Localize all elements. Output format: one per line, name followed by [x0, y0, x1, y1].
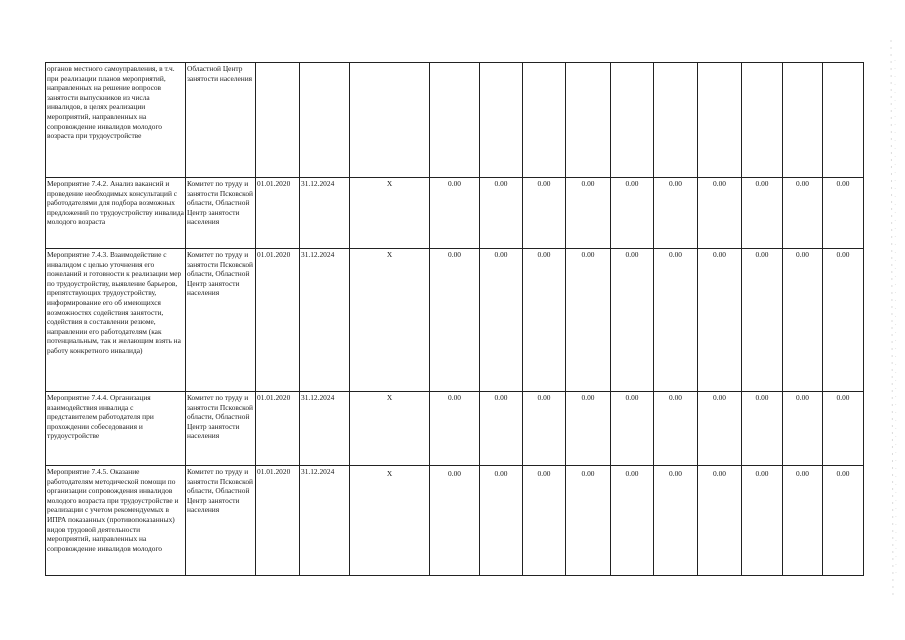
amount-cell: 0.00 — [611, 178, 654, 249]
amount-cell: 0.00 — [566, 392, 611, 466]
start-date-cell: 01.01.2020 — [256, 178, 300, 249]
amount-cell: 0.00 — [654, 392, 698, 466]
executor-cell: Комитет по труду и занятости Псковской области, Областной Центр занятости населения — [186, 466, 256, 576]
amount-cell: 0.00 — [566, 249, 611, 392]
amount-cell: 0.00 — [430, 178, 480, 249]
amount-cell: 0.00 — [430, 466, 480, 576]
amount-cell: 0.00 — [480, 249, 523, 392]
amount-cell — [742, 63, 783, 178]
mark-cell: X — [350, 249, 430, 392]
amount-cell: 0.00 — [611, 249, 654, 392]
amount-cell: 0.00 — [523, 249, 566, 392]
amount-cell — [654, 63, 698, 178]
amount-cell: 0.00 — [823, 249, 864, 392]
measure-description-cell: Мероприятие 7.4.5. Оказание работодателям методической помощи по организации сопровождения инвалидов молодого возраста при трудоустройстве и реализации с учетом рекомендуемых в ИПРА показанных (противопоказанных) видов трудовой деятельности мероприятий, направленных на сопровождение инвалидов молодого — [46, 466, 186, 576]
measure-description-cell: Мероприятие 7.4.4. Организация взаимодействия инвалида с представителем работодателя при прохождении собеседования и трудоустройстве — [46, 392, 186, 466]
table-row — [46, 249, 864, 392]
amount-cell — [480, 63, 523, 178]
amount-cell: 0.00 — [523, 178, 566, 249]
amount-cell — [566, 63, 611, 178]
end-date-cell: 31.12.2024 — [300, 466, 350, 576]
amount-cell — [430, 63, 480, 178]
amount-cell: 0.00 — [611, 392, 654, 466]
amount-cell: 0.00 — [783, 178, 823, 249]
measure-description-cell: Мероприятие 7.4.3. Взаимодействие с инвалидом с целью уточнения его пожеланий и готовности к реализации мер по трудоустройству, выявление барьеров, препятствующих трудоустройству, информирование его об имеющихся возможностях содействия занятости, содействия в составлении резюме, направлении его работодателям (как потенциальным, так и желающим взять на работу конкретного инвалида) — [46, 249, 186, 392]
start-date-cell — [256, 63, 300, 178]
mark-cell: X — [350, 392, 430, 466]
amount-cell: 0.00 — [566, 178, 611, 249]
executor-cell: Областной Центр занятости населения — [186, 63, 256, 178]
start-date-cell: 01.01.2020 — [256, 249, 300, 392]
table-row — [46, 63, 864, 178]
amount-cell: 0.00 — [823, 178, 864, 249]
amount-cell: 0.00 — [480, 466, 523, 576]
amount-cell: 0.00 — [783, 466, 823, 576]
scan-edge-artifact — [887, 40, 899, 600]
amount-cell: 0.00 — [742, 466, 783, 576]
amount-cell: 0.00 — [611, 466, 654, 576]
start-date-cell: 01.01.2020 — [256, 392, 300, 466]
amount-cell — [523, 63, 566, 178]
measure-description-cell: органов местного самоуправления, в т.ч. при реализации планов мероприятий, направленных на решение вопросов занятости выпускников из числа инвалидов, в целях реализации мероприятий, направленных на сопровождение инвалидов молодого возраста при трудоустройстве — [46, 63, 186, 178]
amount-cell: 0.00 — [654, 178, 698, 249]
amount-cell: 0.00 — [823, 466, 864, 576]
table-row — [46, 178, 864, 249]
end-date-cell: 31.12.2024 — [300, 249, 350, 392]
amount-cell: 0.00 — [698, 178, 742, 249]
amount-cell: 0.00 — [742, 392, 783, 466]
end-date-cell: 31.12.2024 — [300, 392, 350, 466]
amount-cell: 0.00 — [654, 249, 698, 392]
end-date-cell: 31.12.2024 — [300, 178, 350, 249]
amount-cell: 0.00 — [480, 178, 523, 249]
table-row — [46, 392, 864, 466]
amount-cell: 0.00 — [823, 392, 864, 466]
amount-cell: 0.00 — [698, 392, 742, 466]
amount-cell — [611, 63, 654, 178]
executor-cell: Комитет по труду и занятости Псковской области, Областной Центр занятости населения — [186, 178, 256, 249]
amount-cell: 0.00 — [430, 392, 480, 466]
measure-description-cell: Мероприятие 7.4.2. Анализ вакансий и проведение необходимых консультаций с работодателями для подбора возможных предложений по трудоустройству инвалида молодого возраста — [46, 178, 186, 249]
amount-cell: 0.00 — [742, 178, 783, 249]
amount-cell: 0.00 — [654, 466, 698, 576]
amount-cell: 0.00 — [523, 392, 566, 466]
table-row — [46, 466, 864, 576]
amount-cell: 0.00 — [783, 392, 823, 466]
mark-cell: X — [350, 178, 430, 249]
amount-cell: 0.00 — [523, 466, 566, 576]
measures-table — [45, 62, 864, 576]
amount-cell: 0.00 — [430, 249, 480, 392]
start-date-cell: 01.01.2020 — [256, 466, 300, 576]
amount-cell — [698, 63, 742, 178]
amount-cell — [823, 63, 864, 178]
executor-cell: Комитет по труду и занятости Псковской области, Областной Центр занятости населения — [186, 249, 256, 392]
amount-cell: 0.00 — [566, 466, 611, 576]
amount-cell: 0.00 — [480, 392, 523, 466]
executor-cell: Комитет по труду и занятости Псковской области, Областной Центр занятости населения — [186, 392, 256, 466]
amount-cell: 0.00 — [783, 249, 823, 392]
amount-cell: 0.00 — [698, 466, 742, 576]
amount-cell: 0.00 — [698, 249, 742, 392]
amount-cell: 0.00 — [742, 249, 783, 392]
end-date-cell — [300, 63, 350, 178]
mark-cell — [350, 63, 430, 178]
amount-cell — [783, 63, 823, 178]
mark-cell: X — [350, 466, 430, 576]
